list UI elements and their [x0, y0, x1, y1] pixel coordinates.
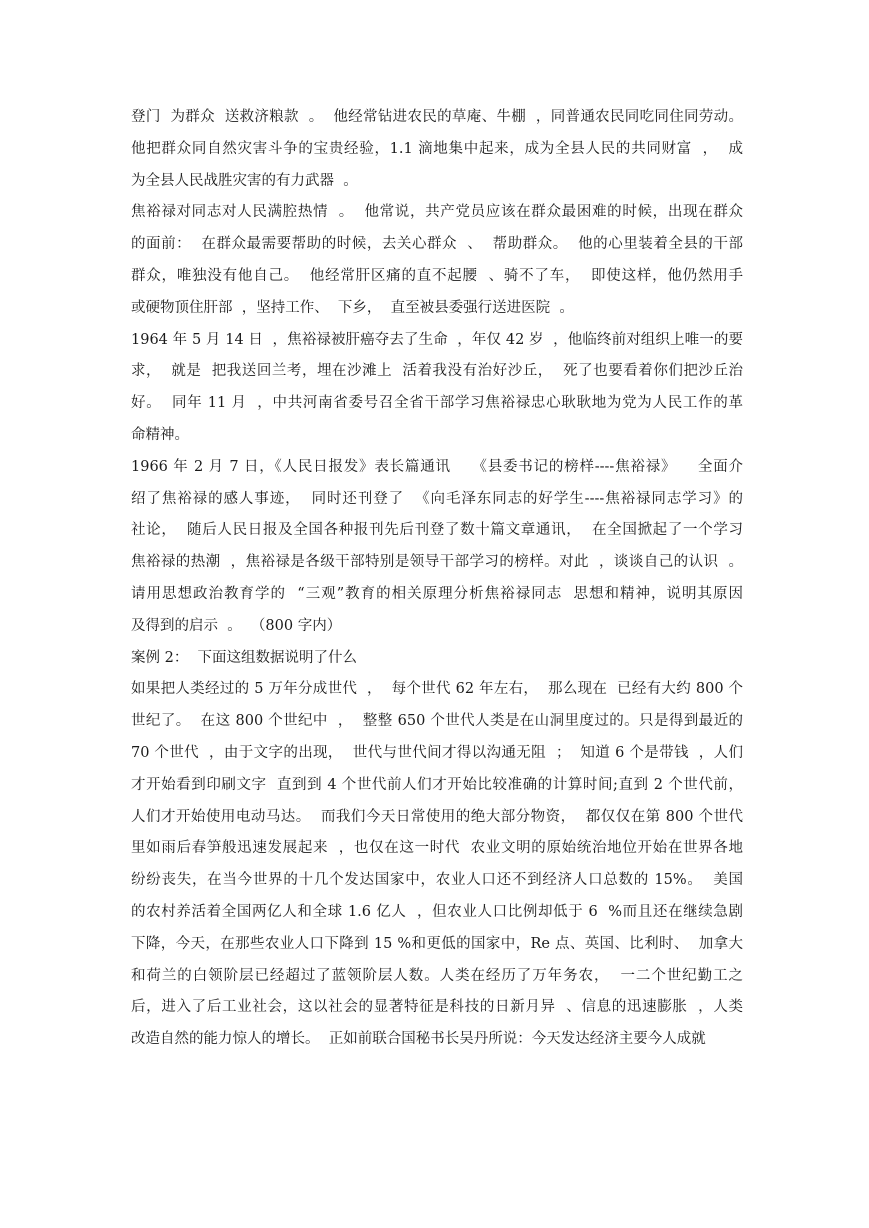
text-line: 社论， 随后人民日报及全国各种报刊先后刊登了数十篇文章通讯， 在全国掀起了一个学习	[131, 522, 743, 539]
text-line: 1964 年 5 月 14 日 ，焦裕禄被肝癌夺去了生命 ，年仅 42 岁 ，他临终前对组织上唯一的要	[131, 331, 743, 348]
text-line: 请用思想政治教育学的 “三观”教育的相关原理分析焦裕禄同志 思想和精神，说明其原因	[131, 585, 743, 602]
text-line: 1966 年 2 月 7 日，《人民日报发》表长篇通讯 《县委书记的榜样----焦裕禄》 全面介	[131, 458, 743, 475]
text-line: 案例 2： 下面这组数据说明了什么	[131, 649, 358, 666]
text-line: 70 个世代 ，由于文字的出现， 世代与世代间才得以沟通无阻 ； 知道 6 个是带钱 ，人们	[131, 744, 743, 761]
text-line: 后，进入了后工业社会，这以社会的显著特征是科技的日新月异 、信息的迅速膨胀 ，人类	[131, 999, 743, 1016]
text-line: 纷纷丧失，在当今世界的十几个发达国家中，农业人口还不到经济人口总数的 15%。 美国	[131, 872, 743, 889]
text-line: 群众，唯独没有他自己。 他经常肝区痛的直不起腰 、骑不了车， 即使这样，他仍然用手	[131, 267, 743, 284]
text-line: 下降，今天，在那些农业人口下降到 15 %和更低的国家中，Re 点、英国、比利时、 加拿大	[131, 935, 743, 952]
paragraph	[131, 325, 743, 452]
text-line: 的面前： 在群众最需要帮助的时候，去关心群众 、 帮助群众。 他的心里装着全县的干部	[131, 236, 743, 253]
text-line: 焦裕禄的热潮 ，焦裕禄是各级干部特别是领导干部学习的榜样。对此 ，谈谈自己的认识 。	[131, 554, 743, 571]
text-line: 的农村养活着全国两亿人和全球 1.6 亿人 ，但农业人口比例却低于 6 %而且还在继续急剧	[131, 903, 743, 920]
paragraph	[131, 643, 743, 675]
paragraph	[131, 197, 743, 324]
text-line: 为全县人民战胜灾害的有力武器 。	[131, 172, 358, 189]
text-line: 人们才开始使用电动马达。 而我们今天日常使用的绝大部分物资， 都仅仅在第 800 个世代	[131, 808, 743, 825]
paragraph	[131, 452, 743, 643]
text-line: 或硬物顶住肝部 ，坚持工作、 下乡， 直至被县委强行送进医院 。	[131, 299, 574, 316]
paragraph	[131, 102, 743, 197]
text-line: 及得到的启示 。 （800 字内）	[131, 617, 342, 634]
text-line: 世纪了。 在这 800 个世纪中 ， 整整 650 个世代人类是在山洞里度过的。只是得到最近的	[131, 713, 743, 730]
text-line: 登门 为群众 送救济粮款 。 他经常钻进农民的草庵、牛棚 ，同普通农民同吃同住同劳动。	[131, 109, 743, 125]
text-line: 改造自然的能力惊人的增长。 正如前联合国秘书长吴丹所说：今天发达经济主要今人成就	[131, 1031, 706, 1048]
text-line: 和荷兰的白领阶层已经超过了蓝领阶层人数。人类在经历了万年务农， 一二个世纪勤工之	[131, 967, 743, 984]
document-body	[131, 102, 743, 1056]
text-line: 绍了焦裕禄的感人事迹， 同时还刊登了 《向毛泽东同志的好学生----焦裕禄同志学习》的	[131, 490, 743, 507]
text-line: 命精神。	[131, 426, 189, 443]
paragraph	[131, 674, 743, 1056]
text-line: 里如雨后春笋般迅速发展起来 ，也仅在这一时代 农业文明的原始统治地位开始在世界各地	[131, 840, 743, 857]
text-line: 才开始看到印刷文字 直到到 4 个世代前人们才开始比较准确的计算时间;直到 2 个世代前，	[131, 776, 743, 793]
text-line: 求， 就是 把我送回兰考，埋在沙滩上 活着我没有治好沙丘， 死了也要看着你们把沙丘治	[131, 363, 743, 380]
text-line: 好。 同年 11 月 ，中共河南省委号召全省干部学习焦裕禄忠心耿耿地为党为人民工作的革	[131, 395, 743, 412]
text-line: 他把群众同自然灾害斗争的宝贵经验，1.1 滴地集中起来，成为全县人民的共同财富 ， 成	[131, 140, 743, 157]
text-line: 焦裕禄对同志对人民满腔热情 。 他常说，共产党员应该在群众最困难的时候，出现在群众	[131, 204, 743, 221]
text-line: 如果把人类经过的 5 万年分成世代 ， 每个世代 62 年左右， 那么现在 已经有大约 800 个	[131, 681, 743, 698]
